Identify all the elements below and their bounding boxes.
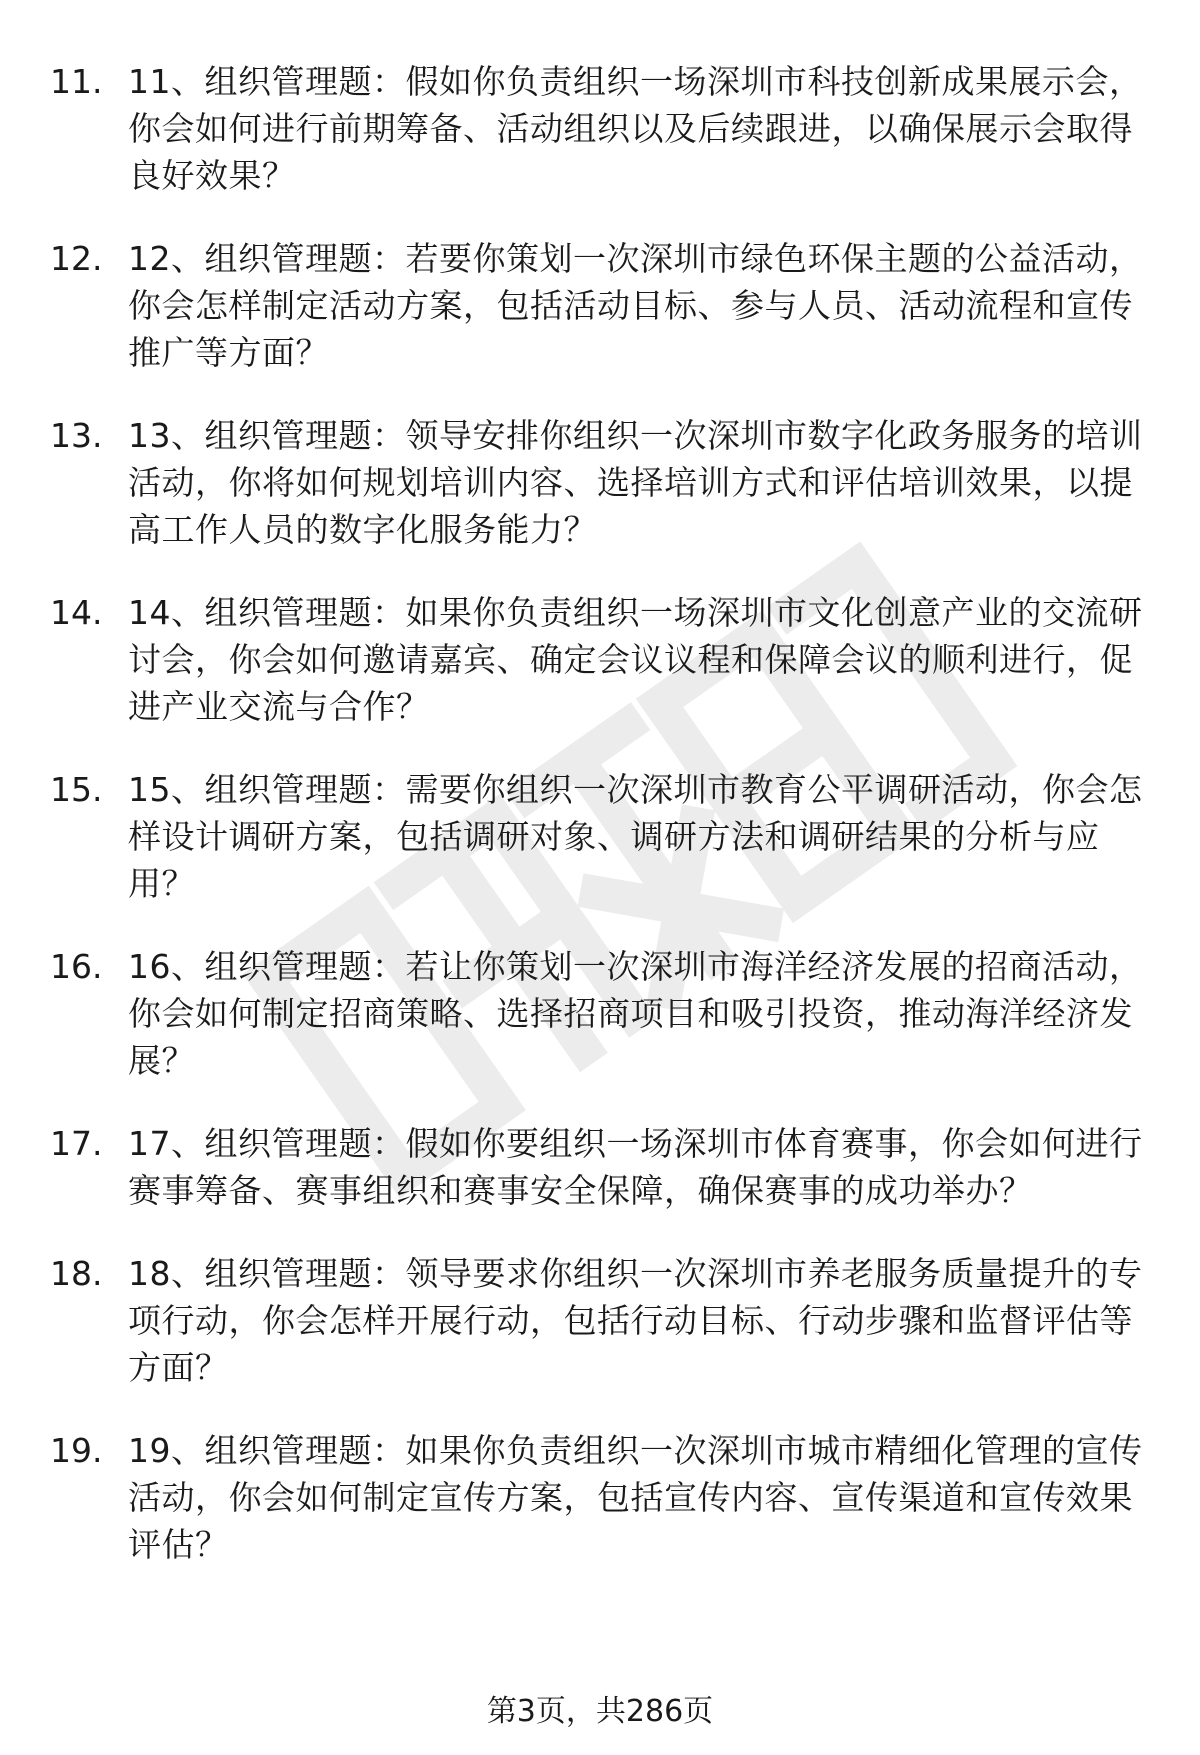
question-number: 18. xyxy=(50,1254,103,1293)
question-number: 15. xyxy=(50,770,103,809)
question-number: 19. xyxy=(50,1431,103,1470)
question-number: 12. xyxy=(50,239,103,278)
question-item xyxy=(50,1120,1160,1214)
question-item xyxy=(50,1427,1160,1568)
question-text: 19、组织管理题：如果你负责组织一次深圳市城市精细化管理的宣传活动，你会如何制定宣传方案，包括宣传内容、宣传渠道和宣传效果评估？ xyxy=(128,1431,1143,1564)
question-item xyxy=(50,1250,1160,1391)
question-number: 13. xyxy=(50,416,103,455)
question-item xyxy=(50,589,1160,730)
page-footer: 第3页，共286页 xyxy=(486,1694,714,1729)
question-text: 17、组织管理题：假如你要组织一场深圳市体育赛事，你会如何进行赛事筹备、赛事组织和赛事安全保障，确保赛事的成功举办？ xyxy=(128,1124,1143,1210)
question-item xyxy=(50,943,1160,1084)
question-item xyxy=(50,766,1160,907)
question-text: 15、组织管理题：需要你组织一次深圳市教育公平调研活动，你会怎样设计调研方案，包括调研对象、调研方法和调研结果的分析与应用？ xyxy=(128,770,1143,903)
question-number: 11. xyxy=(50,62,103,101)
question-text: 13、组织管理题：领导安排你组织一次深圳市数字化政务服务的培训活动，你将如何规划培训内容、选择培训方式和评估培训效果，以提高工作人员的数字化服务能力？ xyxy=(128,416,1143,549)
question-text: 11、组织管理题：假如你负责组织一场深圳市科技创新成果展示会，你会如何进行前期筹备、活动组织以及后续跟进，以确保展示会取得良好效果？ xyxy=(128,62,1143,195)
question-item xyxy=(50,58,1160,199)
question-item xyxy=(50,412,1160,553)
question-item xyxy=(50,235,1160,376)
question-text: 12、组织管理题：若要你策划一次深圳市绿色环保主题的公益活动，你会怎样制定活动方案，包括活动目标、参与人员、活动流程和宣传推广等方面？ xyxy=(128,239,1143,372)
question-text: 14、组织管理题：如果你负责组织一场深圳市文化创意产业的交流研讨会，你会如何邀请嘉宾、确定会议议程和保障会议的顺利进行，促进产业交流与合作？ xyxy=(128,593,1143,726)
question-number: 17. xyxy=(50,1124,103,1163)
question-text: 18、组织管理题：领导要求你组织一次深圳市养老服务质量提升的专项行动，你会怎样开展行动，包括行动目标、行动步骤和监督评估等方面？ xyxy=(128,1254,1143,1387)
question-list xyxy=(50,58,1160,1604)
question-number: 14. xyxy=(50,593,103,632)
question-number: 16. xyxy=(50,947,103,986)
question-text: 16、组织管理题：若让你策划一次深圳市海洋经济发展的招商活动，你会如何制定招商策略、选择招商项目和吸引投资，推动海洋经济发展？ xyxy=(128,947,1143,1080)
